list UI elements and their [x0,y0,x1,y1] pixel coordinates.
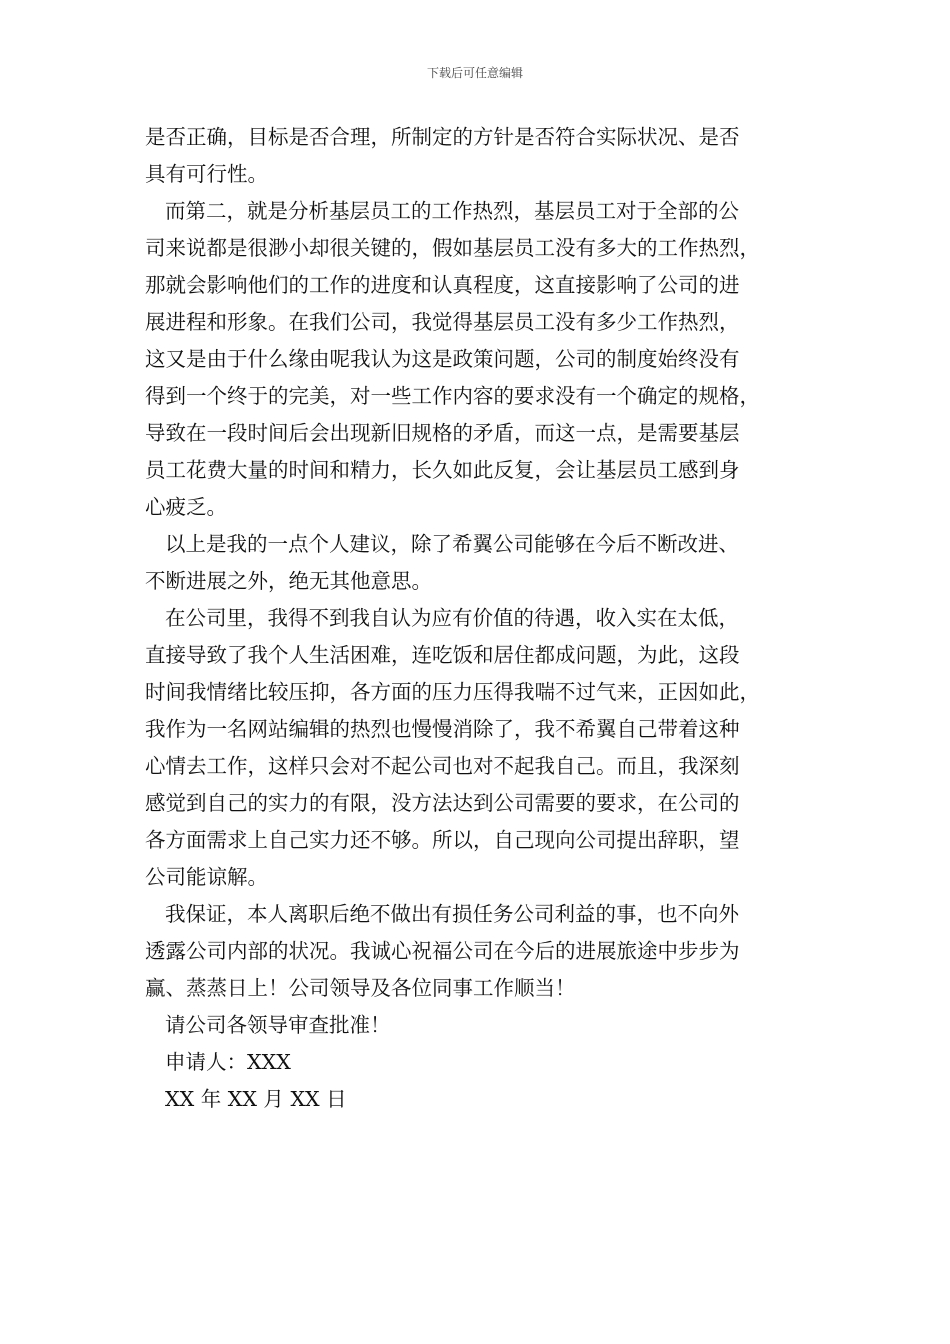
page-header: 下载后可任意编辑 [426,66,523,80]
text-line: 而第二，就是分析基层员工的工作热烈，基层员工对于全部的公 [165,199,739,223]
text-line: 以上是我的一点个人建议，除了希翼公司能够在今后不断改进、 [165,532,739,556]
text-line: XX 年 XX 月 XX 日 [165,1087,347,1111]
text-line: 心疲乏。 [145,495,227,519]
text-line: 赢、蒸蒸日上！公司领导及各位同事工作顺当！ [145,976,576,1000]
document-body [145,119,825,1118]
text-line: 透露公司内部的状况。我诚心祝福公司在今后的进展旅途中步步为 [145,939,740,963]
text-line: 心情去工作，这样只会对不起公司也对不起我自己。而且，我深刻 [145,754,740,778]
text-line: 感觉到自己的实力的有限，没方法达到公司需要的要求，在公司的 [145,791,740,815]
text-line: 是否正确，目标是否合理，所制定的方针是否符合实际状况、是否 [145,125,740,149]
text-line: 公司能谅解。 [145,865,268,889]
text-line: 不断进展之外，绝无其他意思。 [145,569,432,593]
text-line: 得到一个终于的完美，对一些工作内容的要求没有一个确定的规格， [145,384,760,408]
text-line: 我作为一名网站编辑的热烈也慢慢消除了，我不希翼自己带着这种 [145,717,740,741]
text-line: 那就会影响他们的工作的进度和认真程度，这直接影响了公司的进 [145,273,740,297]
text-line: 在公司里，我得不到我自认为应有价值的待遇，收入实在太低， [165,606,739,630]
text-line: 时间我情绪比较压抑，各方面的压力压得我喘不过气来，正因如此， [145,680,760,704]
text-line: 具有可行性。 [145,162,268,186]
text-line: 展进程和形象。在我们公司，我觉得基层员工没有多少工作热烈， [145,310,740,334]
text-line: 请公司各领导审查批准！ [165,1013,391,1037]
text-line: 我保证，本人离职后绝不做出有损任务公司利益的事，也不向外 [165,902,739,926]
text-line: 申请人：XXX [165,1050,291,1074]
text-line: 员工花费大量的时间和精力，长久如此反复，会让基层员工感到身 [145,458,740,482]
text-line: 这又是由于什么缘由呢我认为这是政策问题，公司的制度始终没有 [145,347,740,371]
text-line: 司来说都是很渺小却很关键的，假如基层员工没有多大的工作热烈， [145,236,760,260]
text-line: 直接导致了我个人生活困难，连吃饭和居住都成问题，为此，这段 [145,643,740,667]
text-line: 各方面需求上自己实力还不够。所以，自己现向公司提出辞职，望 [145,828,740,852]
text-line: 导致在一段时间后会出现新旧规格的矛盾，而这一点，是需要基层 [145,421,740,445]
